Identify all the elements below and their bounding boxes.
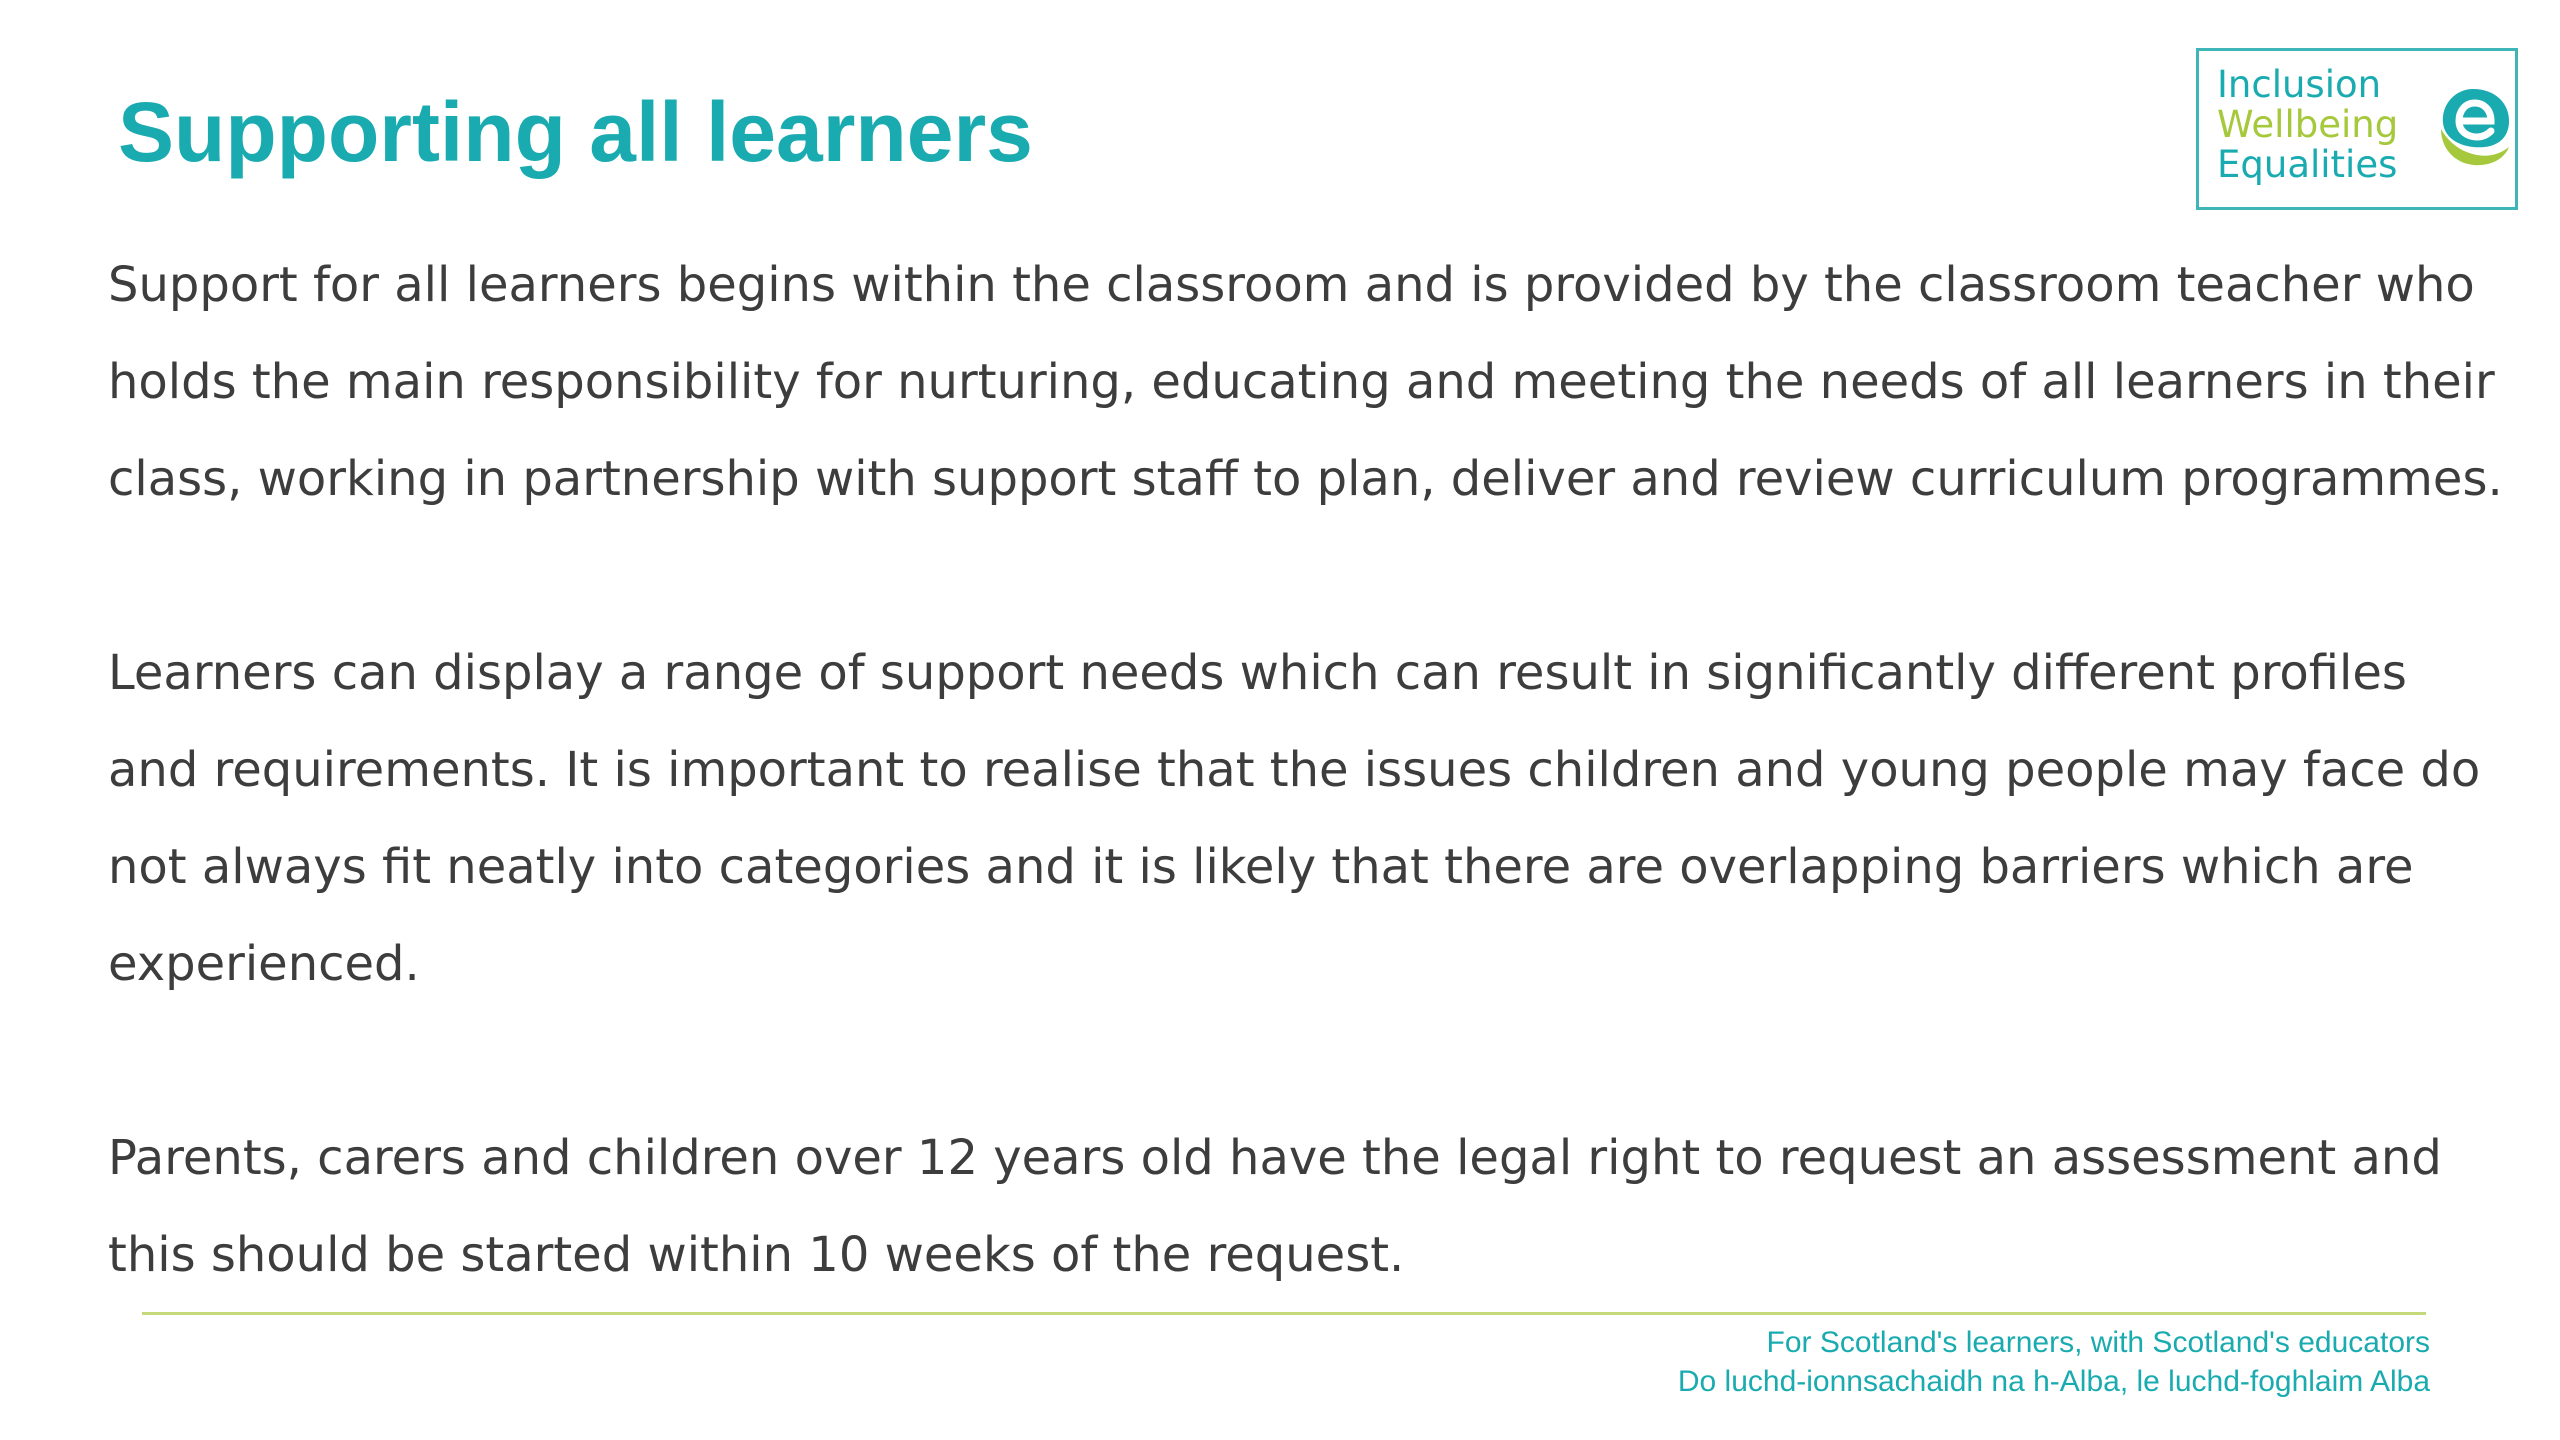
paragraph-classroom-support: Support for all learners begins within the classroom and is provided by the classroom teacher who holds the main responsibility for nurturing, educating and meeting the needs of all learners in their class, working in partnership with support staff to plan, deliver and review curriculum programmes. <box>108 257 2503 507</box>
footer-tagline <box>1678 1323 2430 1401</box>
inclusion-wellbeing-equalities-logo <box>2196 48 2518 210</box>
logo-line-inclusion: Inclusion <box>2217 63 2382 106</box>
logo-line-equalities: Equalities <box>2217 143 2398 186</box>
page-title: Supporting all learners <box>118 85 1033 179</box>
education-scotland-e-icon <box>2435 87 2511 167</box>
paragraph-support-needs: Learners can display a range of support needs which can result in significantly different profiles and requirements. It is important to realise that the issues children and young people may face do not always fit neatly into categories and it is likely that there are overlapping barriers which are experienced. <box>108 645 2481 992</box>
footer-tagline-gaelic: Do luchd-ionnsachaidh na h-Alba, le luchd-foghlaim Alba <box>1677 1365 2430 1398</box>
logo-text <box>2217 65 2398 185</box>
footer-tagline-english: For Scotland's learners, with Scotland's educators <box>1766 1326 2430 1359</box>
body-content <box>108 237 2508 1304</box>
paragraph-legal-right: Parents, carers and children over 12 years old have the legal right to request an assessment and this should be started within 10 weeks of the request. <box>108 1130 2442 1283</box>
logo-line-wellbeing: Wellbeing <box>2217 103 2399 146</box>
footer-divider <box>142 1312 2426 1315</box>
